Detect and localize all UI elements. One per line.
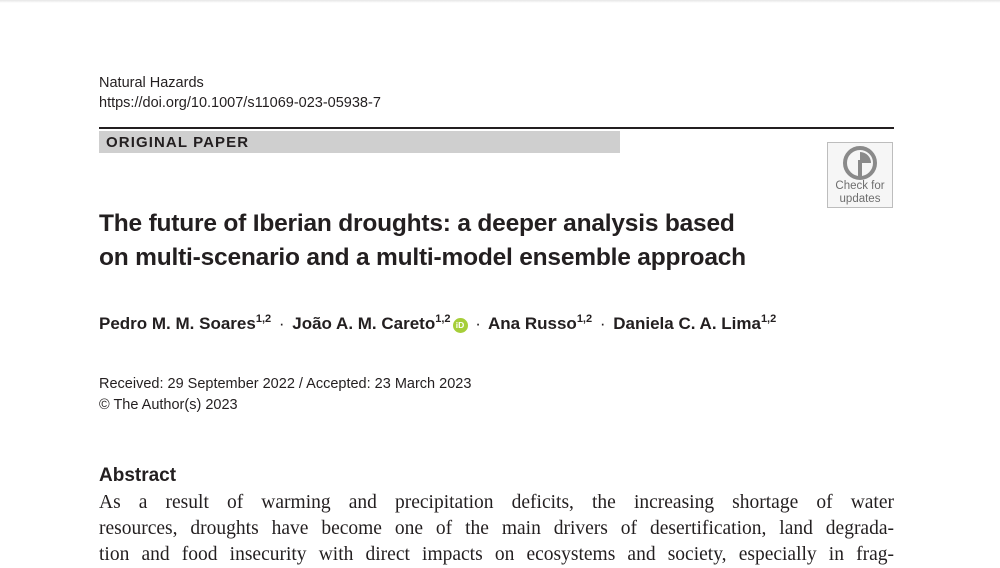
abstract-heading: Abstract (99, 465, 177, 486)
author-name[interactable]: João A. M. Careto (292, 314, 436, 333)
paper-title (99, 207, 859, 275)
check-for-updates-line1: Check for (835, 180, 885, 192)
orcid-icon[interactable]: iD (453, 318, 468, 333)
author-name[interactable]: Pedro M. M. Soares (99, 314, 256, 333)
author-separator: · (475, 314, 481, 333)
received-accepted-dates: Received: 29 September 2022 / Accepted: 23 March 2023 (99, 376, 472, 392)
check-for-updates-icon (842, 146, 878, 180)
check-for-updates-badge[interactable] (827, 142, 893, 208)
author-name[interactable]: Daniela C. A. Lima (613, 314, 761, 333)
author-affiliation: 1,2 (760, 313, 777, 325)
check-for-updates-line2: updates (839, 192, 881, 205)
author-list (99, 312, 776, 336)
top-shadow (0, 0, 1000, 3)
abstract-line: tion and food insecurity with direct impacts on ecosystems and society, especially in frag- (99, 544, 894, 565)
header-rule (99, 127, 894, 129)
journal-name: Natural Hazards (99, 75, 204, 91)
author-name[interactable]: Ana Russo (488, 314, 577, 333)
author-affiliation: 1,2 (435, 313, 451, 325)
author-affiliation: 1,2 (576, 313, 593, 325)
copyright-notice: © The Author(s) 2023 (99, 397, 238, 413)
author-separator: · (278, 314, 285, 333)
paper-type-label: ORIGINAL PAPER (106, 134, 250, 151)
abstract-line: As a result of warming and precipitation deficits, the increasing shortage of water (99, 492, 894, 513)
paper-title-line2: on multi-scenario and a multi-model ensemble approach (99, 244, 746, 271)
abstract-body (99, 490, 894, 568)
author-separator: · (599, 314, 606, 333)
check-for-updates-label (828, 180, 892, 205)
doi-link[interactable]: https://doi.org/10.1007/s11069-023-05938-7 (99, 95, 381, 111)
paper-title-line1: The future of Iberian droughts: a deeper analysis based (99, 210, 735, 237)
abstract-line: resources, droughts have become one of the main drivers of desertification, land degrada- (99, 518, 894, 539)
author-affiliation: 1,2 (255, 313, 272, 325)
